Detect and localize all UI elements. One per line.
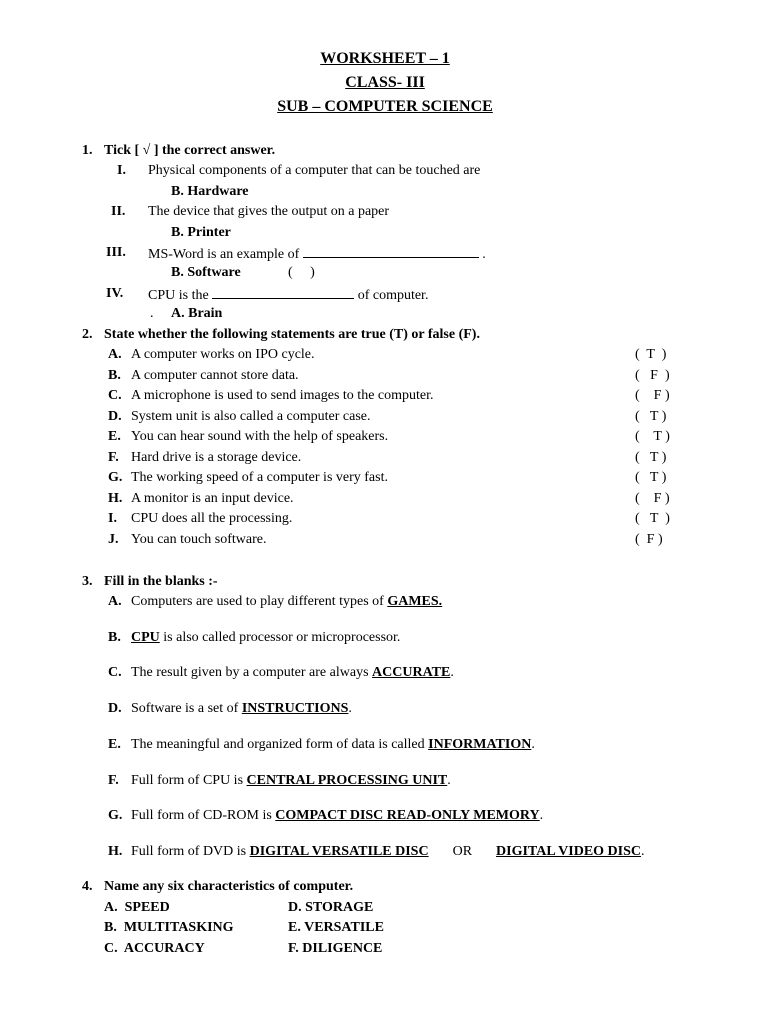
q2-statement: A microphone is used to send images to the computer. [131, 388, 434, 403]
q1-answer: B. Printer [171, 225, 231, 240]
q2-answer-mark: ( T ) [635, 409, 667, 424]
q3-letter: D. [108, 701, 122, 716]
q3-sentence [131, 630, 400, 646]
q3-number: 3. [82, 574, 93, 589]
q2-answer-mark: ( F ) [635, 491, 670, 506]
q1-answer: A. Brain [171, 306, 223, 321]
q2-statement: You can touch software. [131, 532, 267, 547]
q3-answer: DIGITAL VIDEO DISC [496, 844, 642, 859]
q1-roman: III. [106, 245, 126, 260]
q4-characteristic: B. MULTITASKING [104, 920, 234, 935]
q3-letter: B. [108, 630, 121, 645]
q2-statement: The working speed of a computer is very fast. [131, 470, 388, 485]
q3-text: . [641, 844, 645, 859]
q1-question [148, 245, 486, 263]
q3-sentence [131, 844, 645, 860]
q4-characteristic: A. SPEED [104, 900, 170, 915]
q4-characteristic: F. DILIGENCE [288, 941, 383, 956]
q2-answer-mark: ( F ) [635, 388, 670, 403]
q2-letter: B. [108, 368, 121, 383]
subject-title: SUB – COMPUTER SCIENCE [277, 98, 493, 115]
q2-statement: CPU does all the processing. [131, 511, 293, 526]
q2-answer-mark: ( T ) [635, 470, 667, 485]
q3-text: Software is a set of [131, 701, 242, 716]
q3-text: . [348, 701, 352, 716]
q4-characteristic: D. STORAGE [288, 900, 374, 915]
q1-after-blank: . [482, 247, 486, 262]
q2-heading: State whether the following statements are true (T) or false (F). [104, 327, 480, 342]
q3-text: . [539, 808, 544, 823]
q3-letter: C. [108, 665, 122, 680]
q3-letter: F. [108, 773, 119, 788]
q1-question [148, 286, 428, 304]
q3-text: The meaningful and organized form of data is called [131, 737, 429, 752]
q3-sentence [131, 665, 454, 681]
q3-answer: CPU [131, 630, 160, 645]
q1-roman: I. [117, 163, 126, 178]
q2-answer-mark: ( T ) [635, 347, 667, 362]
q3-letter: A. [108, 594, 122, 609]
q2-answer-mark: ( T ) [635, 450, 667, 465]
q1-question: Physical components of a computer that can be touched are [148, 163, 481, 178]
q3-letter: G. [108, 808, 123, 823]
q1-answer: B. Hardware [171, 184, 249, 199]
q3-text: The result given by a computer are always [131, 665, 373, 680]
q1-after-blank: of computer. [357, 288, 429, 303]
q3-text: . [450, 665, 454, 680]
q2-letter: J. [108, 532, 119, 547]
q3-answer: DIGITAL VERSATILE DISC [249, 844, 429, 859]
q2-letter: F. [108, 450, 119, 465]
q2-statement: System unit is also called a computer case. [131, 409, 371, 424]
q2-letter: D. [108, 409, 122, 424]
q1-roman: II. [111, 204, 126, 219]
q2-answer-mark: ( F ) [635, 368, 670, 383]
q3-letter: H. [108, 844, 123, 859]
q1-roman: IV. [106, 286, 124, 301]
q2-statement: Hard drive is a storage device. [131, 450, 302, 465]
q3-answer: GAMES. [387, 594, 443, 609]
q3-text: . [531, 737, 535, 752]
q1-question-text: MS-Word is an example of [148, 247, 300, 262]
q2-letter: E. [108, 429, 121, 444]
q1-heading: Tick [ √ ] the correct answer. [104, 143, 276, 158]
q2-letter: H. [108, 491, 123, 506]
q2-statement: A monitor is an input device. [131, 491, 294, 506]
q3-answer: COMPACT DISC READ-ONLY MEMORY [275, 808, 540, 823]
q3-answer: CENTRAL PROCESSING UNIT [246, 773, 448, 788]
q1-question-text: CPU is the [148, 288, 209, 303]
q4-number: 4. [82, 879, 93, 894]
answer-blank [212, 286, 354, 299]
q2-letter: C. [108, 388, 122, 403]
q4-heading: Name any six characteristics of computer. [104, 879, 354, 894]
q3-text: Full form of DVD is [131, 844, 250, 859]
q2-statement: A computer works on IPO cycle. [131, 347, 315, 362]
class-title: CLASS- III [345, 74, 425, 91]
q3-sentence [131, 773, 451, 789]
q2-answer-mark: ( F ) [635, 532, 663, 547]
q3-heading: Fill in the blanks :- [104, 574, 218, 589]
q2-letter: I. [108, 511, 117, 526]
q3-sentence [131, 594, 442, 610]
q2-letter: G. [108, 470, 123, 485]
answer-blank [303, 245, 479, 258]
q2-answer-mark: ( T ) [635, 511, 670, 526]
q2-letter: A. [108, 347, 122, 362]
q3-answer: INFORMATION [428, 737, 532, 752]
q3-or: OR [452, 844, 473, 859]
q3-sentence [131, 737, 535, 753]
q3-text: Computers are used to play different types of [131, 594, 388, 609]
q3-text: Full form of CPU is [131, 773, 247, 788]
q3-answer: INSTRUCTIONS [241, 701, 349, 716]
q3-letter: E. [108, 737, 121, 752]
q3-text: Full form of CD-ROM is [131, 808, 276, 823]
q3-sentence [131, 808, 543, 824]
q1-question: The device that gives the output on a paper [148, 204, 390, 219]
q3-text: is also called processor or microprocessor. [159, 630, 401, 645]
q1-answer: B. Software [171, 265, 241, 280]
q4-characteristic: C. ACCURACY [104, 941, 205, 956]
q3-sentence [131, 701, 352, 717]
q2-answer-mark: ( T ) [635, 429, 670, 444]
q3-answer: ACCURATE [372, 665, 451, 680]
q2-statement: You can hear sound with the help of speakers. [131, 429, 389, 444]
q2-statement: A computer cannot store data. [131, 368, 299, 383]
q4-characteristic: E. VERSATILE [288, 920, 384, 935]
q1-number: 1. [82, 143, 93, 158]
q1-dot: . [150, 306, 154, 321]
q2-number: 2. [82, 327, 93, 342]
q3-text: . [447, 773, 451, 788]
worksheet-title: WORKSHEET – 1 [320, 50, 450, 67]
q1-paren: ( ) [288, 265, 315, 280]
